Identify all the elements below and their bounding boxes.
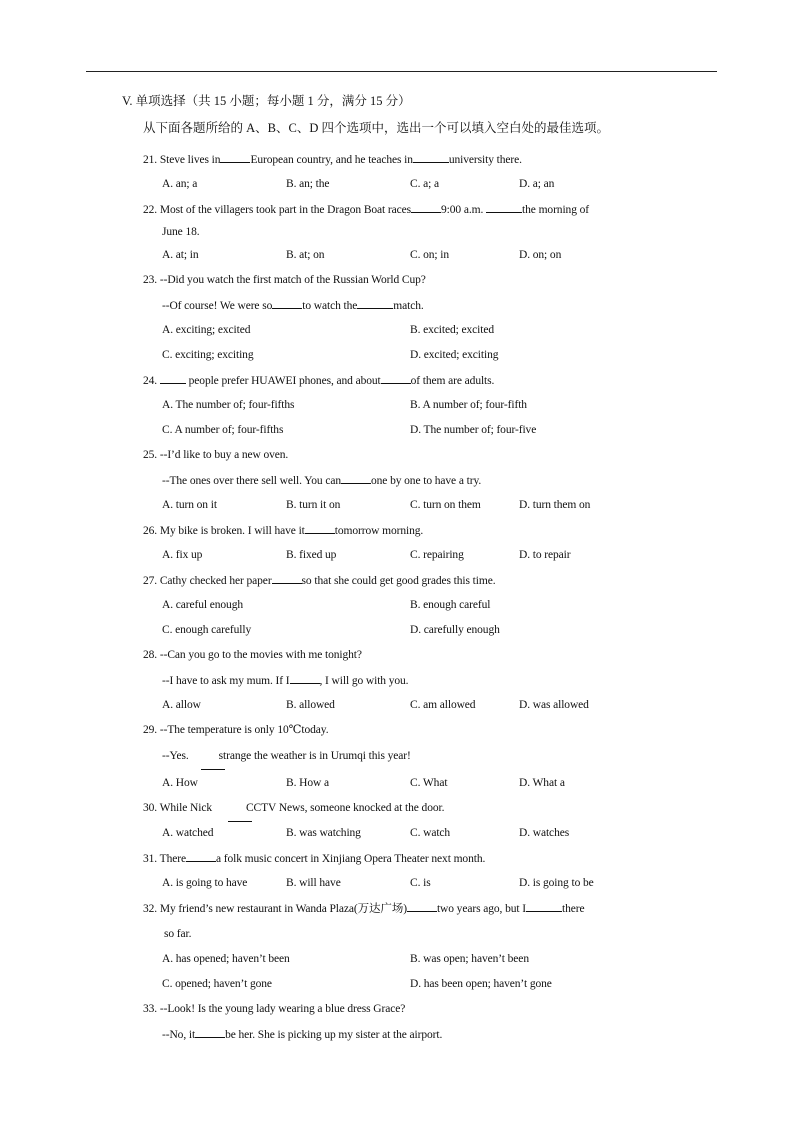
option-29-c[interactable]: C. What (410, 777, 448, 789)
option-32-a[interactable]: A. has opened; haven’t been (162, 953, 290, 965)
question-21: 21. Steve lives in European country, and he teaches in university there. (143, 154, 522, 166)
option-30-b[interactable]: B. was watching (286, 827, 361, 839)
option-22-c[interactable]: C. on; in (410, 249, 450, 261)
option-29-b[interactable]: B. How a (286, 777, 329, 789)
question-31: 31. There a folk music concert in Xinjiang Opera Theater next month. (143, 853, 486, 865)
question-24: 24. people prefer HUAWEI phones, and about of them are adults. (143, 375, 495, 387)
option-27-c[interactable]: C. enough carefully (162, 624, 252, 636)
option-25-c[interactable]: C. turn on them (410, 499, 481, 511)
question-30: 30. While Nick CCTV News, someone knocked at the door. (143, 802, 445, 814)
option-23-c[interactable]: C. exciting; exciting (162, 349, 254, 361)
option-22-d[interactable]: D. on; on (519, 249, 562, 261)
option-23-d[interactable]: D. excited; exciting (410, 349, 499, 361)
option-28-c[interactable]: C. am allowed (410, 699, 476, 711)
question-25: 25. --I’d like to buy a new oven. (143, 449, 289, 461)
question-25-line2: --The ones over there sell well. You can one by one to have a try. (162, 475, 482, 487)
question-23-line2: --Of course! We were so to watch the match. (162, 300, 424, 312)
option-22-a[interactable]: A. at; in (162, 249, 199, 261)
option-21-b[interactable]: B. an; the (286, 178, 330, 190)
question-29-line2: --Yes. strange the weather is in Urumqi this year! (162, 750, 411, 762)
option-27-a[interactable]: A. careful enough (162, 599, 244, 611)
option-31-d[interactable]: D. is going to be (519, 877, 594, 889)
section-instruction: 从下面各题所给的 A、B、C、D 四个选项中，选出一个可以填入空白处的最佳选项。 (143, 121, 609, 135)
option-31-b[interactable]: B. will have (286, 877, 341, 889)
option-25-d[interactable]: D. turn them on (519, 499, 591, 511)
option-30-a[interactable]: A. watched (162, 827, 214, 839)
blank-30 (228, 821, 252, 822)
option-23-a[interactable]: A. exciting; excited (162, 324, 251, 336)
option-28-d[interactable]: D. was allowed (519, 699, 589, 711)
option-24-a[interactable]: A. The number of; four-fifths (162, 399, 295, 411)
header-rule (86, 71, 717, 72)
option-26-a[interactable]: A. fix up (162, 549, 203, 561)
option-32-b[interactable]: B. was open; haven’t been (410, 953, 529, 965)
question-33-line2: --No, it be her. She is picking up my sister at the airport. (162, 1029, 443, 1041)
option-24-c[interactable]: C. A number of; four-fifths (162, 424, 284, 436)
option-29-a[interactable]: A. How (162, 777, 198, 789)
option-30-c[interactable]: C. watch (410, 827, 451, 839)
question-23: 23. --Did you watch the first match of the Russian World Cup? (143, 274, 426, 286)
question-28-line2: --I have to ask my mum. If I , I will go with you. (162, 675, 409, 687)
question-22: 22. Most of the villagers took part in the Dragon Boat races 9:00 a.m. the morning of (143, 204, 589, 216)
question-28: 28. --Can you go to the movies with me tonight? (143, 649, 362, 661)
option-32-d[interactable]: D. has been open; haven’t gone (410, 978, 552, 990)
option-29-d[interactable]: D. What a (519, 777, 565, 789)
option-21-a[interactable]: A. an; a (162, 178, 198, 190)
blank-29 (201, 769, 225, 770)
option-26-c[interactable]: C. repairing (410, 549, 464, 561)
option-24-d[interactable]: D. The number of; four-five (410, 424, 537, 436)
option-26-d[interactable]: D. to repair (519, 549, 571, 561)
option-26-b[interactable]: B. fixed up (286, 549, 337, 561)
option-31-c[interactable]: C. is (410, 877, 431, 889)
option-21-d[interactable]: D. a; an (519, 178, 555, 190)
option-30-d[interactable]: D. watches (519, 827, 570, 839)
option-28-b[interactable]: B. allowed (286, 699, 335, 711)
option-25-a[interactable]: A. turn on it (162, 499, 217, 511)
option-32-c[interactable]: C. opened; haven’t gone (162, 978, 272, 990)
section-title: V. 单项选择（共 15 小题；每小题 1 分，满分 15 分） (122, 94, 411, 108)
question-32: 32. My friend’s new restaurant in Wanda Plaza(万达广场) two years ago, but I there (143, 903, 585, 915)
option-27-d[interactable]: D. carefully enough (410, 624, 500, 636)
question-26: 26. My bike is broken. I will have it tomorrow morning. (143, 525, 424, 537)
option-31-a[interactable]: A. is going to have (162, 877, 248, 889)
option-23-b[interactable]: B. excited; excited (410, 324, 494, 336)
question-32-cont: so far. (164, 928, 192, 940)
question-29: 29. --The temperature is only 10℃today. (143, 724, 329, 736)
question-33: 33. --Look! Is the young lady wearing a blue dress Grace? (143, 1003, 406, 1015)
question-27: 27. Cathy checked her paper so that she could get good grades this time. (143, 575, 496, 587)
option-25-b[interactable]: B. turn it on (286, 499, 341, 511)
option-27-b[interactable]: B. enough careful (410, 599, 491, 611)
option-24-b[interactable]: B. A number of; four-fifth (410, 399, 527, 411)
option-21-c[interactable]: C. a; a (410, 178, 439, 190)
option-28-a[interactable]: A. allow (162, 699, 201, 711)
option-22-b[interactable]: B. at; on (286, 249, 325, 261)
question-22-cont: June 18. (162, 226, 200, 238)
